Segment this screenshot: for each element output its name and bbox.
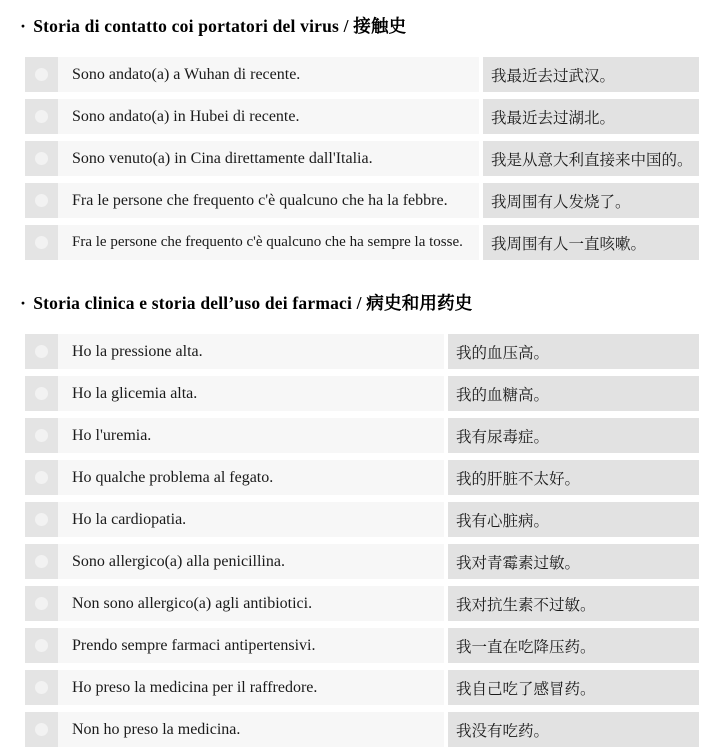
- chinese-translation: 我的血压高。: [448, 334, 699, 369]
- radio-checkbox[interactable]: [25, 670, 58, 705]
- radio-circle-icon: [35, 236, 48, 249]
- radio-checkbox[interactable]: [25, 183, 58, 218]
- chinese-translation: 我有心脏病。: [448, 502, 699, 537]
- radio-checkbox[interactable]: [25, 586, 58, 621]
- chinese-translation: 我周围有人发烧了。: [483, 183, 699, 218]
- radio-checkbox[interactable]: [25, 712, 58, 747]
- radio-circle-icon: [35, 471, 48, 484]
- phrase-row[interactable]: [25, 225, 699, 260]
- radio-circle-icon: [35, 513, 48, 526]
- italian-phrase: Non ho preso la medicina.: [58, 712, 444, 747]
- bullet-icon: ·: [20, 16, 27, 36]
- chinese-translation: 我一直在吃降压药。: [448, 628, 699, 663]
- chinese-translation: 我最近去过湖北。: [483, 99, 699, 134]
- radio-circle-icon: [35, 194, 48, 207]
- section-title-text: Storia di contatto coi portatori del virus / 接触史: [33, 16, 407, 36]
- italian-phrase: Ho la cardiopatia.: [58, 502, 444, 537]
- phrase-list: [25, 334, 699, 747]
- radio-circle-icon: [35, 597, 48, 610]
- radio-checkbox[interactable]: [25, 628, 58, 663]
- chinese-translation: 我的肝脏不太好。: [448, 460, 699, 495]
- phrase-row[interactable]: [25, 628, 699, 663]
- bullet-icon: ·: [20, 293, 27, 313]
- chinese-translation: 我自己吃了感冒药。: [448, 670, 699, 705]
- radio-circle-icon: [35, 723, 48, 736]
- radio-checkbox[interactable]: [25, 99, 58, 134]
- italian-phrase: Fra le persone che frequento c'è qualcuno che ha la febbre.: [58, 183, 479, 218]
- phrase-row[interactable]: [25, 712, 699, 747]
- italian-phrase: Sono venuto(a) in Cina direttamente dall'Italia.: [58, 141, 479, 176]
- chinese-translation: 我周围有人一直咳嗽。: [483, 225, 699, 260]
- radio-checkbox[interactable]: [25, 502, 58, 537]
- italian-phrase: Sono allergico(a) alla penicillina.: [58, 544, 444, 579]
- phrase-row[interactable]: [25, 670, 699, 705]
- chinese-translation: 我对青霉素过敏。: [448, 544, 699, 579]
- chinese-translation: 我对抗生素不过敏。: [448, 586, 699, 621]
- chinese-translation: 我最近去过武汉。: [483, 57, 699, 92]
- radio-checkbox[interactable]: [25, 418, 58, 453]
- phrase-row[interactable]: [25, 376, 699, 411]
- phrase-row[interactable]: [25, 334, 699, 369]
- italian-phrase: Ho l'uremia.: [58, 418, 444, 453]
- radio-checkbox[interactable]: [25, 544, 58, 579]
- radio-circle-icon: [35, 152, 48, 165]
- radio-circle-icon: [35, 681, 48, 694]
- section-title-text: Storia clinica e storia dell’uso dei farmaci / 病史和用药史: [33, 293, 473, 313]
- phrase-row[interactable]: [25, 586, 699, 621]
- phrase-list: [25, 57, 699, 260]
- phrase-row[interactable]: [25, 141, 699, 176]
- radio-circle-icon: [35, 555, 48, 568]
- italian-phrase: Ho la pressione alta.: [58, 334, 444, 369]
- radio-checkbox[interactable]: [25, 225, 58, 260]
- italian-phrase: Sono andato(a) a Wuhan di recente.: [58, 57, 479, 92]
- phrase-row[interactable]: [25, 99, 699, 134]
- italian-phrase: Prendo sempre farmaci antipertensivi.: [58, 628, 444, 663]
- radio-circle-icon: [35, 110, 48, 123]
- italian-phrase: Ho qualche problema al fegato.: [58, 460, 444, 495]
- italian-phrase: Ho preso la medicina per il raffredore.: [58, 670, 444, 705]
- radio-circle-icon: [35, 639, 48, 652]
- phrase-section: [20, 13, 699, 260]
- radio-circle-icon: [35, 387, 48, 400]
- radio-checkbox[interactable]: [25, 57, 58, 92]
- phrase-row[interactable]: [25, 57, 699, 92]
- radio-checkbox[interactable]: [25, 334, 58, 369]
- phrase-row[interactable]: [25, 460, 699, 495]
- radio-circle-icon: [35, 429, 48, 442]
- italian-phrase: Fra le persone che frequento c'è qualcuno che ha sempre la tosse.: [58, 225, 479, 260]
- radio-checkbox[interactable]: [25, 376, 58, 411]
- section-title: [20, 290, 699, 315]
- italian-phrase: Sono andato(a) in Hubei di recente.: [58, 99, 479, 134]
- phrase-row[interactable]: [25, 502, 699, 537]
- phrase-row[interactable]: [25, 183, 699, 218]
- chinese-translation: 我的血糖高。: [448, 376, 699, 411]
- radio-circle-icon: [35, 68, 48, 81]
- chinese-translation: 我没有吃药。: [448, 712, 699, 747]
- chinese-translation: 我有尿毒症。: [448, 418, 699, 453]
- radio-checkbox[interactable]: [25, 460, 58, 495]
- radio-circle-icon: [35, 345, 48, 358]
- italian-phrase: Non sono allergico(a) agli antibiotici.: [58, 586, 444, 621]
- italian-phrase: Ho la glicemia alta.: [58, 376, 444, 411]
- phrase-section: [20, 290, 699, 747]
- radio-checkbox[interactable]: [25, 141, 58, 176]
- phrase-row[interactable]: [25, 418, 699, 453]
- phrase-row[interactable]: [25, 544, 699, 579]
- section-title: [20, 13, 699, 38]
- chinese-translation: 我是从意大利直接来中国的。: [483, 141, 699, 176]
